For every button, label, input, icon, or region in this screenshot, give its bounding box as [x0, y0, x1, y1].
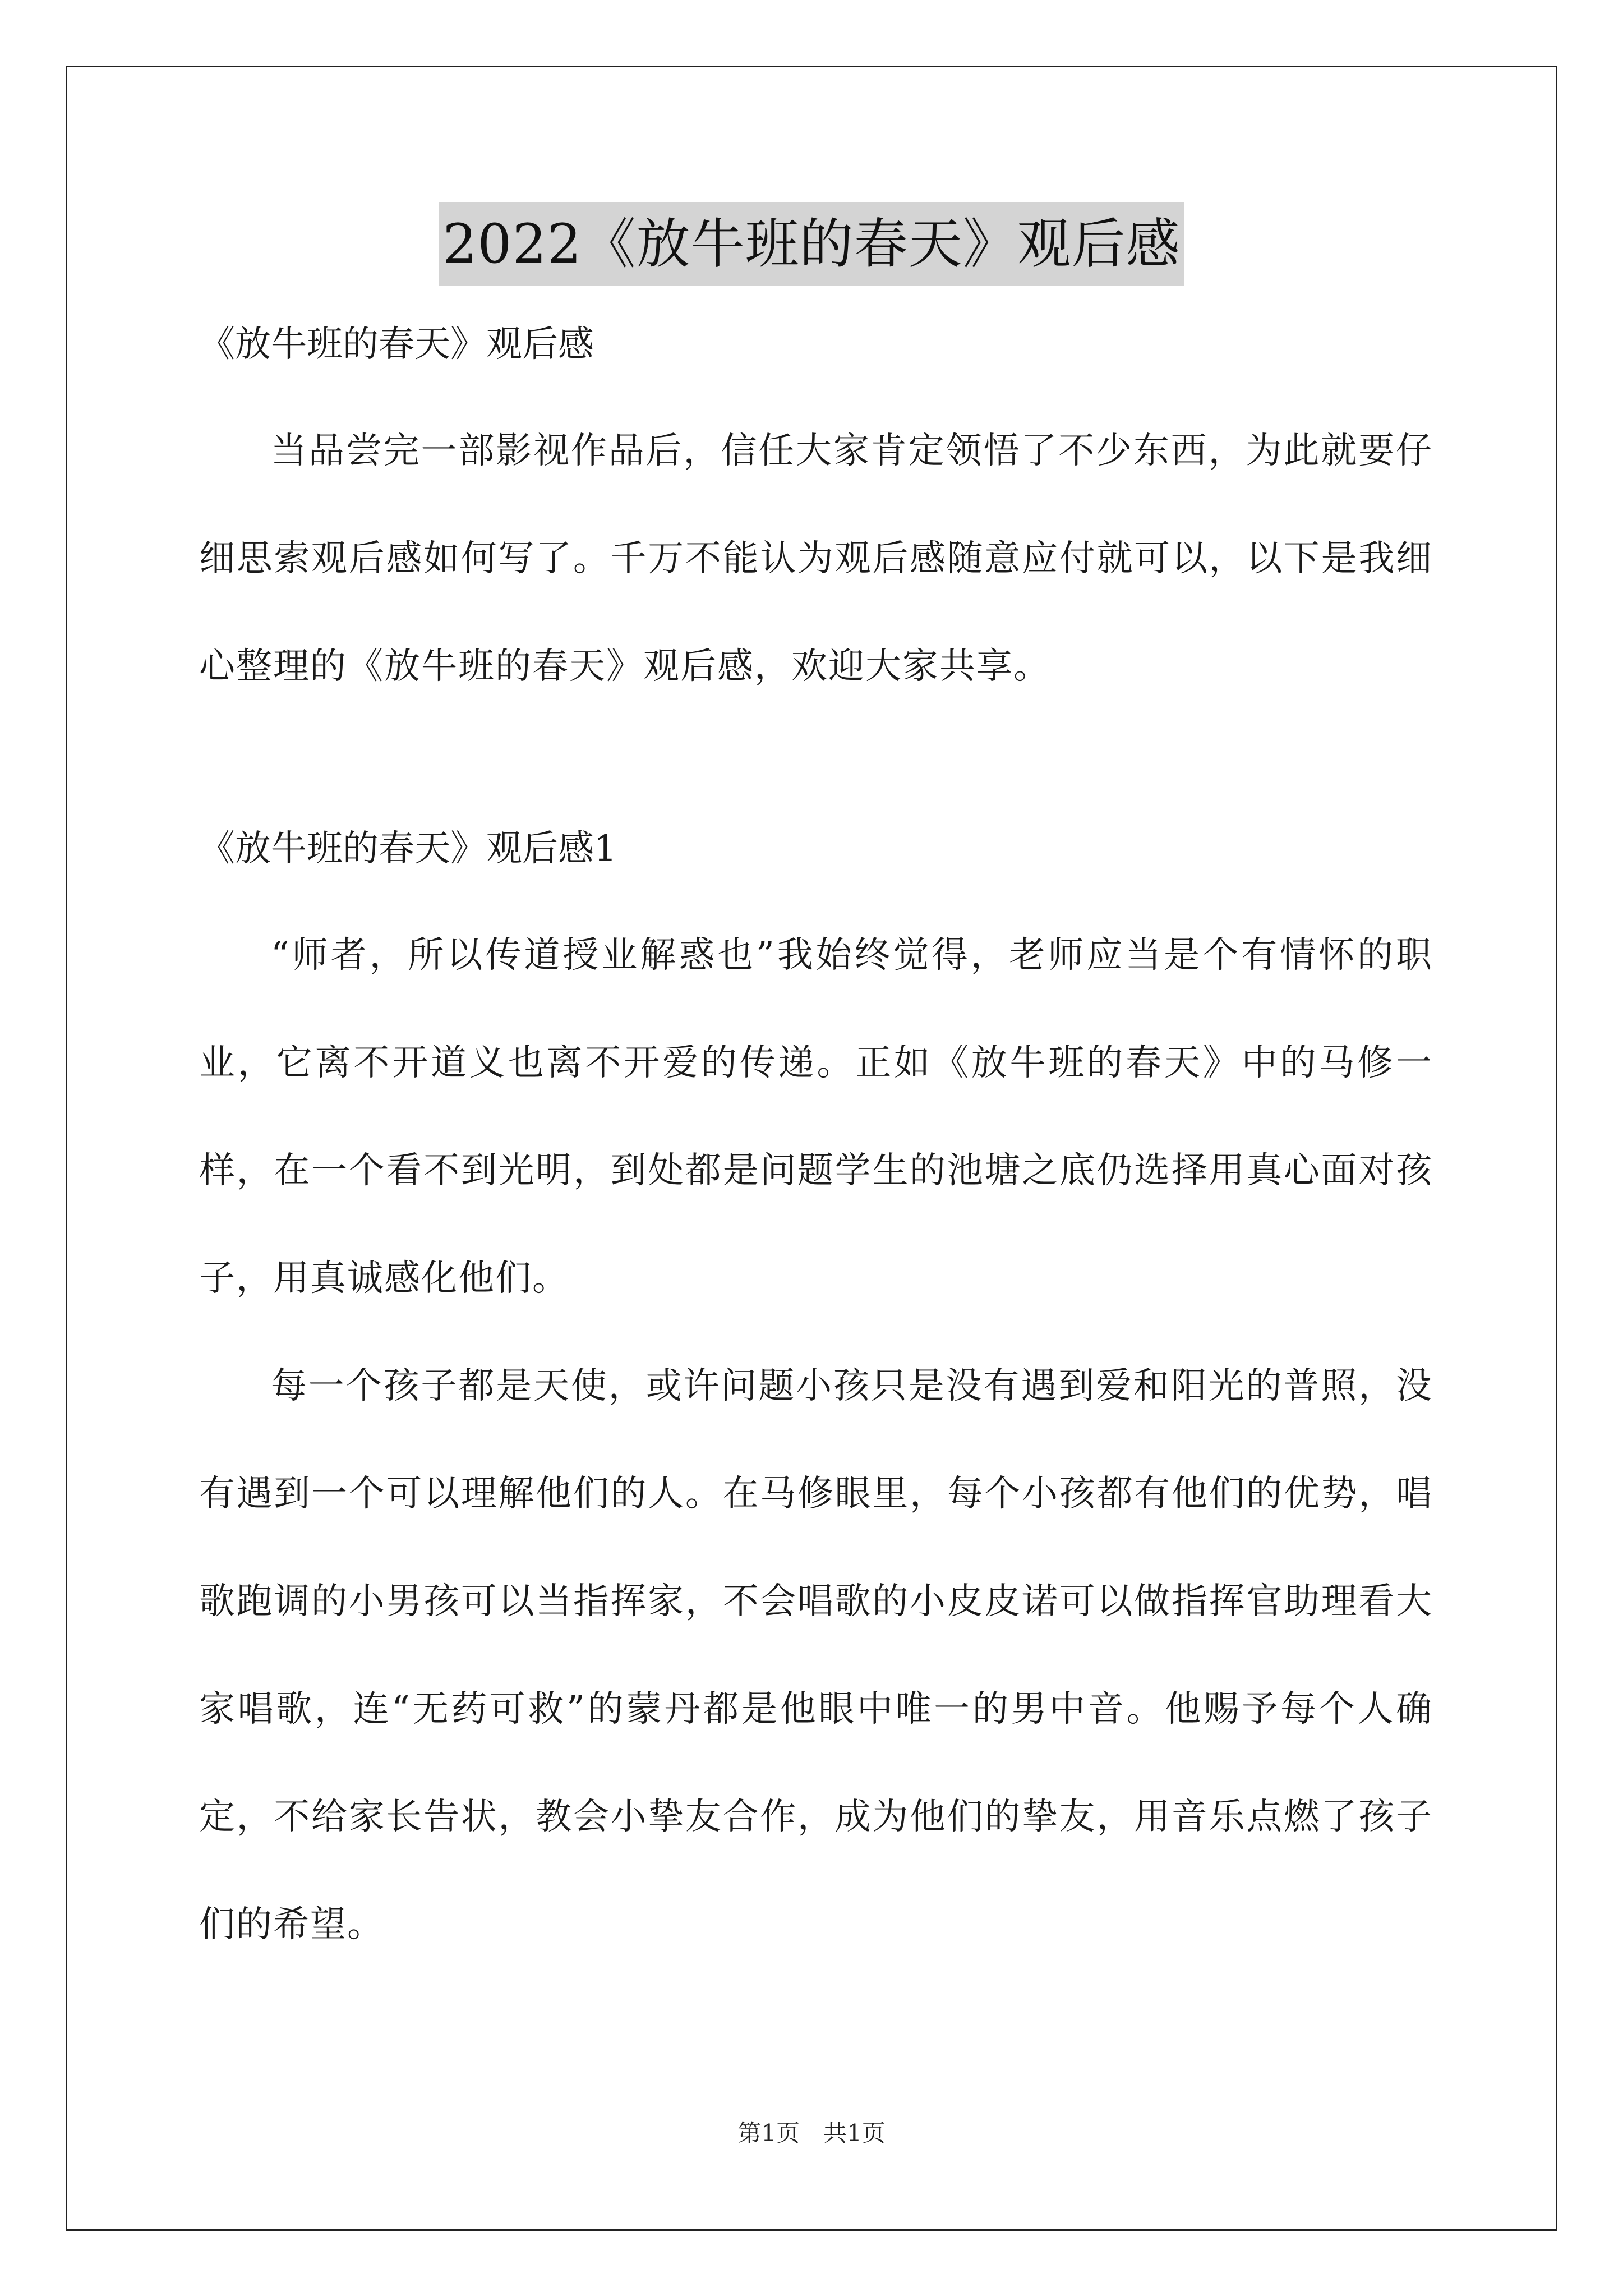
document-body — [199, 292, 1433, 1978]
page-footer: 第1页 共1页 — [737, 2119, 886, 2147]
title-container — [0, 202, 1623, 286]
body-paragraph: “师者，所以传道授业解惑也”我始终觉得，老师应当是个有情怀的职业，它离不开道义也离不开爱的传递。正如《放牛班的春天》中的马修一样，在一个看不到光明，到处都是问题学生的池塘之底仍选择用真心面对孩子，用真诚感化他们。 — [199, 935, 1433, 1299]
document-subtitle: 《放牛班的春天》观后感 — [199, 324, 594, 365]
section-spacer — [199, 720, 1433, 796]
body-paragraph: 每一个孩子都是天使，或许问题小孩只是没有遇到爱和阳光的普照，没有遇到一个可以理解他们的人。在马修眼里，每个小孩都有他们的优势，唱歌跑调的小男孩可以当指挥家，不会唱歌的小皮皮诺可以做指挥官助理看大家唱歌，连“无药可救”的蒙丹都是他眼中唯一的男中音。他赐予每个人确定，不给家长告状，教会小挚友合作，成为他们的挚友，用音乐点燃了孩子们的希望。 — [199, 1365, 1433, 1945]
document-title: 2022《放牛班的春天》观后感 — [439, 202, 1183, 286]
section-heading: 《放牛班的春天》观后感1 — [199, 828, 617, 869]
intro-paragraph: 当品尝完一部影视作品后，信任大家肯定领悟了不少东西，为此就要仔细思索观后感如何写了。千万不能认为观后感随意应付就可以，以下是我细心整理的《放牛班的春天》观后感，欢迎大家共享。 — [199, 430, 1433, 687]
